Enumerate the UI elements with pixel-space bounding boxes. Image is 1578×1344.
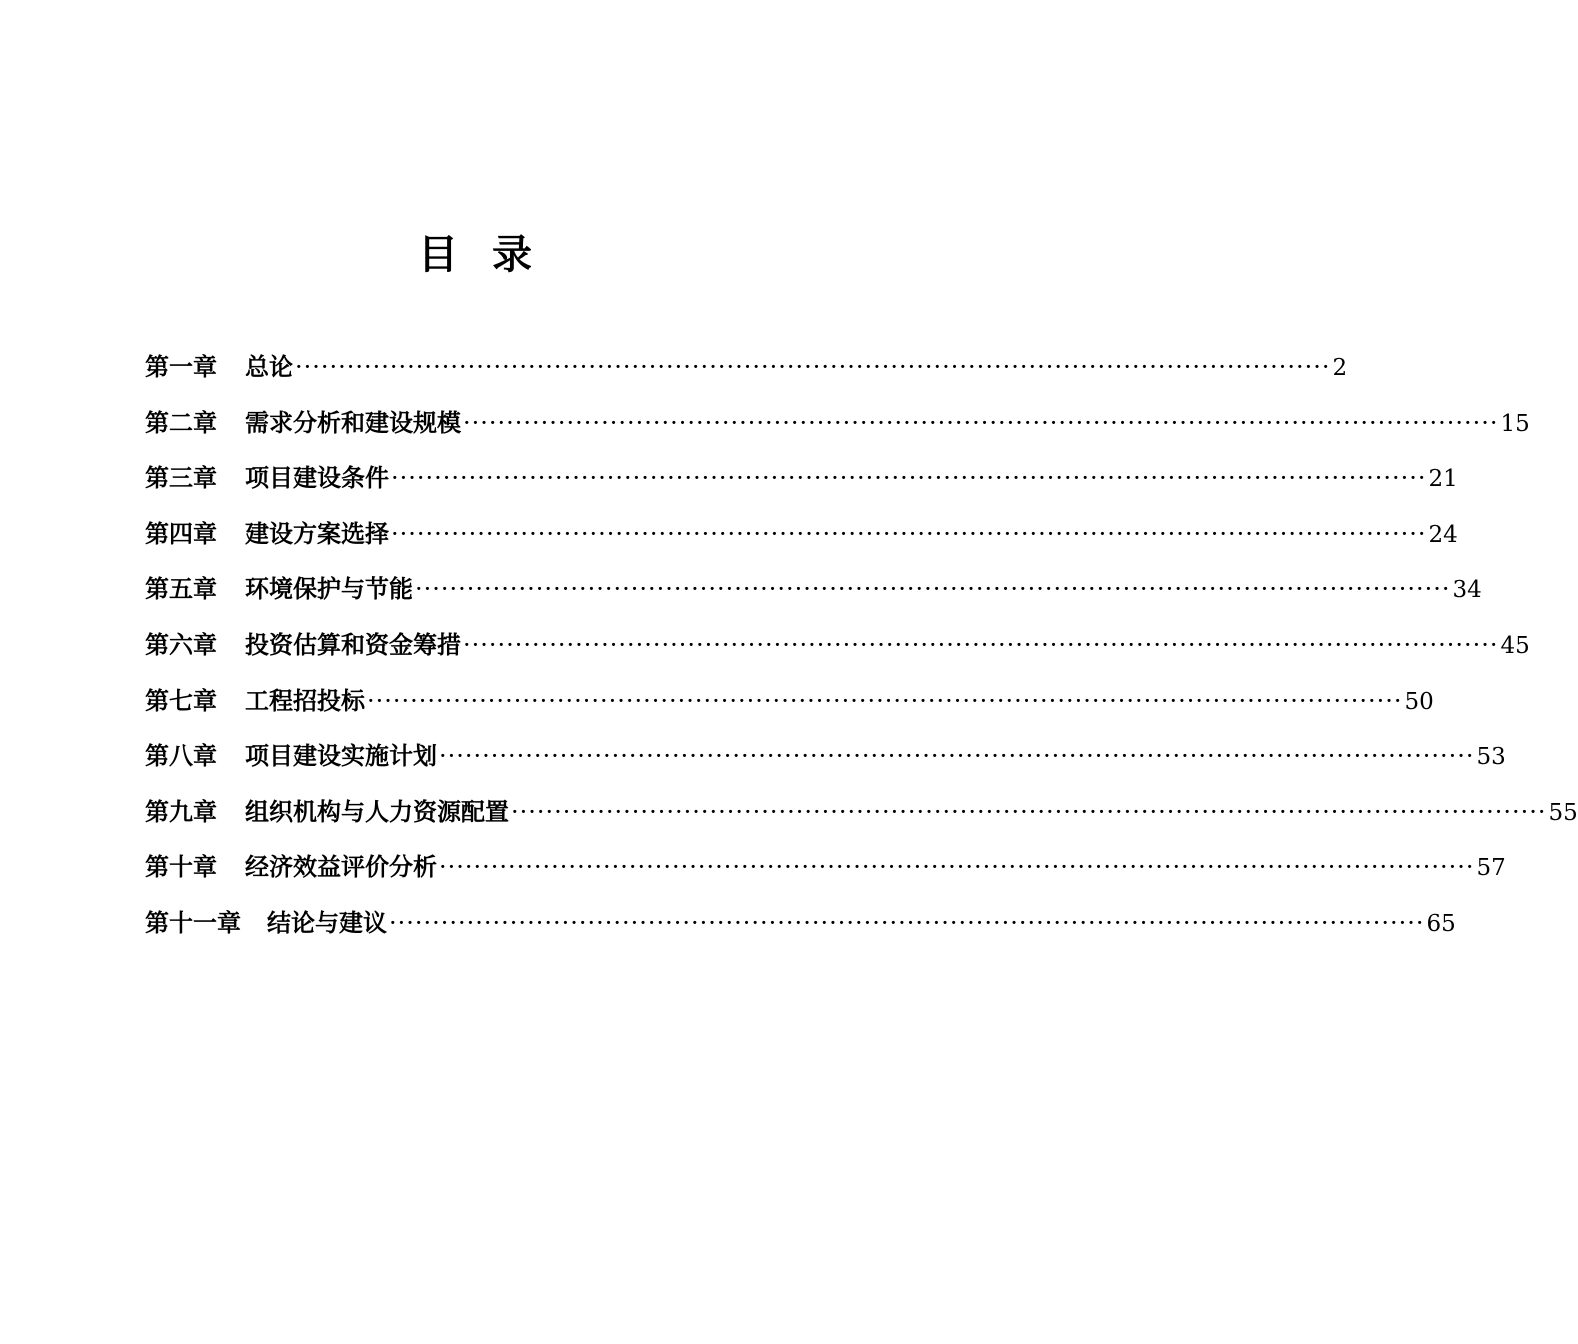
chapter-title: 项目建设实施计划 <box>245 741 437 771</box>
page-number: 24 <box>1428 521 1458 548</box>
chapter-label: 第六章 <box>145 629 217 659</box>
page-number: 50 <box>1404 688 1434 715</box>
toc-entry[interactable] <box>145 677 1434 733</box>
chapter-label: 第十章 <box>145 852 217 882</box>
chapter-label: 第十一章 <box>145 907 241 937</box>
table-of-contents <box>145 343 1578 955</box>
chapter-label: 第七章 <box>145 685 217 715</box>
toc-entry[interactable] <box>145 899 1456 955</box>
dot-leader: ························································································································ <box>463 408 1499 437</box>
title-char-2: 录 <box>492 231 532 278</box>
toc-entry[interactable] <box>145 621 1530 677</box>
page-number: 65 <box>1426 910 1456 937</box>
chapter-title: 项目建设条件 <box>245 463 389 493</box>
chapter-label: 第四章 <box>145 518 217 548</box>
chapter-title: 建设方案选择 <box>245 518 389 548</box>
chapter-title: 需求分析和建设规模 <box>245 407 461 437</box>
dot-leader: ························································································································ <box>511 797 1547 826</box>
page-number: 21 <box>1428 466 1458 493</box>
dot-leader: ························································································································ <box>439 853 1475 882</box>
chapter-label: 第五章 <box>145 574 217 604</box>
dot-leader: ························································································································ <box>391 519 1427 548</box>
chapter-label: 第八章 <box>145 741 217 771</box>
toc-entry[interactable] <box>145 843 1506 899</box>
page-number: 2 <box>1332 355 1348 381</box>
chapter-label: 第二章 <box>145 407 217 437</box>
chapter-title: 总论 <box>245 352 293 381</box>
chapter-title: 经济效益评价分析 <box>245 852 437 882</box>
chapter-label: 第一章 <box>145 352 217 381</box>
toc-entry[interactable] <box>145 454 1458 510</box>
page-number: 57 <box>1476 855 1506 882</box>
chapter-title: 组织机构与人力资源配置 <box>245 796 509 826</box>
chapter-title: 结论与建议 <box>267 907 387 937</box>
chapter-title: 投资估算和资金筹措 <box>245 629 461 659</box>
chapter-label: 第三章 <box>145 463 217 493</box>
toc-entry[interactable] <box>145 343 1348 399</box>
dot-leader: ························································································································ <box>415 575 1451 604</box>
page-number: 15 <box>1500 410 1530 437</box>
page-number: 53 <box>1476 744 1506 771</box>
page-number: 45 <box>1500 632 1530 659</box>
toc-entry[interactable] <box>145 565 1482 621</box>
chapter-title: 环境保护与节能 <box>245 574 413 604</box>
dot-leader: ························································································································ <box>463 630 1499 659</box>
dot-leader: ························································································································ <box>367 686 1403 715</box>
dot-leader: ························································································································ <box>295 353 1331 381</box>
chapter-label: 第九章 <box>145 796 217 826</box>
toc-entry[interactable] <box>145 788 1578 844</box>
dot-leader: ························································································································ <box>391 464 1427 493</box>
dot-leader: ························································································································ <box>439 742 1475 771</box>
dot-leader: ························································································································ <box>389 908 1425 937</box>
page-number: 34 <box>1452 577 1482 604</box>
chapter-title: 工程招投标 <box>245 685 365 715</box>
page-title <box>0 230 950 280</box>
title-char-1: 目 <box>418 231 458 278</box>
toc-entry[interactable] <box>145 732 1506 788</box>
page-number: 55 <box>1548 799 1578 826</box>
toc-entry[interactable] <box>145 510 1458 566</box>
toc-entry[interactable] <box>145 399 1530 455</box>
